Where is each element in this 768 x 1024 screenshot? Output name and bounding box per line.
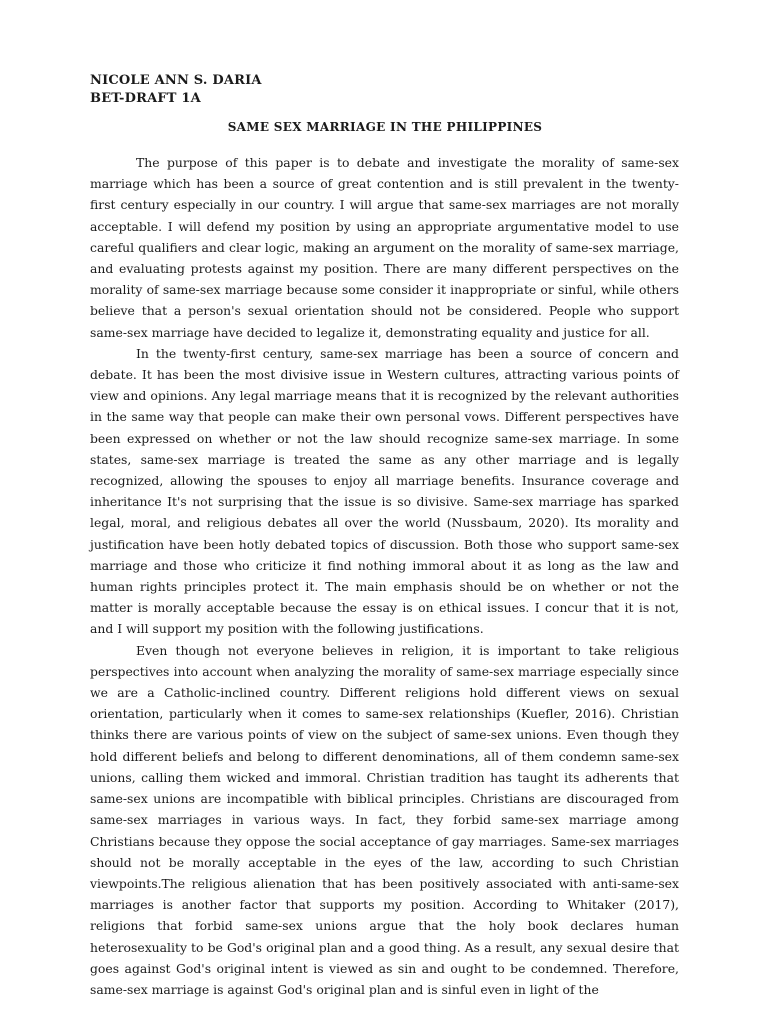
author-name: NICOLE ANN S. DARIA xyxy=(90,73,262,88)
document-body xyxy=(90,152,679,1000)
document-title: SAME SEX MARRIAGE IN THE PHILIPPINES xyxy=(227,120,543,134)
paragraph-2: In the twenty-first century, same-sex marriage has been a source of concern and debate. It has been the most divisive issue in Western cultures, attracting various points of view and opinions. Any legal marriage means that it is recognized by the relevant authorities in the same way that people can make their own personal vows. Different perspectives have been expressed on whether or not the law should recognize same-sex marriage. In some states, same-sex marriage is treated the same as any other marriage and is legally recognized, allowing the spouses to enjoy all marriage benefits. Insurance coverage and inheritance It's not surprising that the issue is so divisive. Same-sex marriage has sparked legal, moral, and religious debates all over the world (Nussbaum, 2020). Its morality and justification have been hotly debated topics of discussion. Both those who support same-sex marriage and those who criticize it find nothing immoral about it as long as the law and human rights principles protect it. The main emphasis should be on whether or not the matter is morally acceptable because the essay is on ethical issues. I concur that it is not, and I will support my position with the following justifications. xyxy=(90,345,679,637)
paragraph-1: The purpose of this paper is to debate and investigate the morality of same-sex marriage which has been a source of great contention and is still prevalent in the twenty-first century especially in our country. I will argue that same-sex marriages are not morally acceptable. I will defend my position by using an appropriate argumentative model to use careful qualifiers and clear logic, making an argument on the morality of same-sex marriage, and evaluating protests against my position. There are many different perspectives on the morality of same-sex marriage because some consider it inappropriate or sinful, while others believe that a person's sexual orientation should not be considered. People who support same-sex marriage have decided to legalize it, demonstrating equality and justice for all. xyxy=(90,155,679,340)
author-block xyxy=(90,72,262,108)
author-section: BET-DRAFT 1A xyxy=(90,91,201,106)
paragraph-3: Even though not everyone believes in religion, it is important to take religious perspectives into account when analyzing the morality of same-sex marriage especially since we are a Catholic-inclined country. Different religions hold different views on sexual orientation, particularly when it comes to same-sex relationships (Kuefler, 2016). Christian thinks there are various points of view on the subject of same-sex unions. Even though they hold different beliefs and belong to different denominations, all of them condemn same-sex unions, calling them wicked and immoral. Christian tradition has taught its adherents that same-sex unions are incompatible with biblical principles. Christians are discouraged from same-sex marriages in various ways. In fact, they forbid same-sex marriage among Christians because they oppose the social acceptance of gay marriages. Same-sex marriages should not be morally acceptable in the eyes of the law, according to such Christian viewpoints.The religious alienation that has been positively associated with anti-same-sex marriages is another factor that supports my position. According to Whitaker (2017), religions that forbid same-sex unions argue that the holy book declares human heterosexuality to be God's original plan and a good thing. As a result, any sexual desire that goes against God's original intent is viewed as sin and ought to be condemned. Therefore, same-sex marriage is against God's original plan and is sinful even in light of the xyxy=(90,642,679,997)
